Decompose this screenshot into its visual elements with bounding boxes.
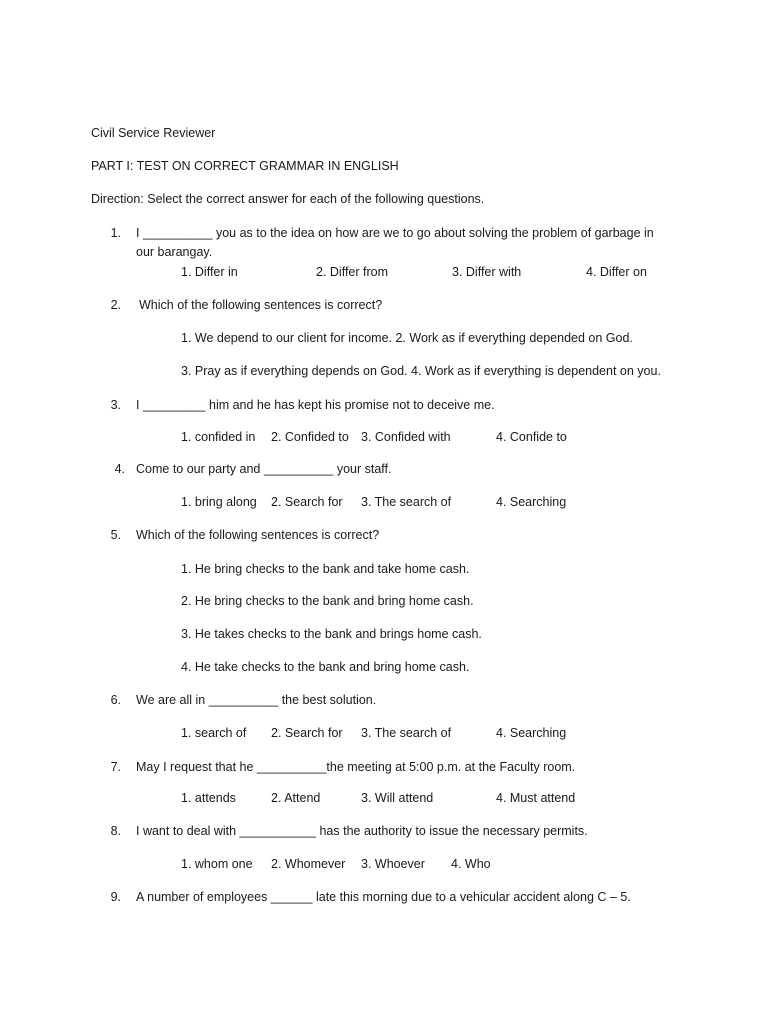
option-2: 2. Search for — [271, 495, 343, 509]
question-text: We are all in __________ the best solution. — [136, 693, 377, 707]
direction-text: Direction: Select the correct answer for each of the following questions. — [91, 192, 485, 206]
option-1: 1. confided in — [181, 430, 256, 444]
question-text: May I request that he __________the meeting at 5:00 p.m. at the Faculty room. — [136, 760, 576, 774]
option-2: 2. Search for — [271, 726, 343, 740]
option-1: 1. attends — [181, 791, 236, 805]
option-4: 4. Confide to — [496, 430, 567, 444]
option-1: 1. search of — [181, 726, 247, 740]
question-text: Come to our party and __________ your staff. — [136, 462, 392, 476]
part-heading: PART I: TEST ON CORRECT GRAMMAR IN ENGLISH — [91, 159, 399, 173]
option-3: 3. The search of — [361, 726, 452, 740]
option-line-4: 4. He take checks to the bank and bring home cash. — [181, 660, 470, 674]
question-number: 3. — [110, 398, 121, 412]
question-number: 4. — [114, 462, 125, 476]
option-1: 1. bring along — [181, 495, 257, 509]
option-4: 4. Who — [451, 857, 491, 871]
question-number: 7. — [110, 760, 121, 774]
option-3: 3. Differ with — [452, 265, 522, 279]
question-number: 2. — [110, 298, 121, 312]
option-2: 2. Attend — [271, 791, 321, 805]
option-1: 1. whom one — [181, 857, 253, 871]
option-line-2: 2. He bring checks to the bank and bring home cash. — [181, 594, 474, 608]
question-text: A number of employees ______ late this morning due to a vehicular accident along C – 5. — [136, 890, 631, 904]
question-text: Which of the following sentences is correct? — [136, 528, 380, 542]
option-3: 3. Will attend — [361, 791, 434, 805]
question-number: 9. — [110, 890, 121, 904]
option-line-3: 3. He takes checks to the bank and brings home cash. — [181, 627, 482, 641]
option-4: 4. Differ on — [586, 265, 647, 279]
question-number: 6. — [110, 693, 121, 707]
option-1: 1. Differ in — [181, 265, 238, 279]
question-text: Which of the following sentences is correct? — [139, 298, 383, 312]
question-text: I __________ you as to the idea on how are we to go about solving the problem of garbage in — [136, 226, 654, 240]
option-3: 3. Confided with — [361, 430, 451, 444]
option-4: 4. Searching — [496, 495, 567, 509]
option-4: 4. Must attend — [496, 791, 576, 805]
option-line-1: 1. He bring checks to the bank and take home cash. — [181, 562, 470, 576]
option-2: 2. Confided to — [271, 430, 349, 444]
question-text: I _________ him and he has kept his promise not to deceive me. — [136, 398, 495, 412]
option-line-2: 3. Pray as if everything depends on God. 4. Work as if everything is dependent on you. — [181, 364, 661, 378]
option-2: 2. Differ from — [316, 265, 389, 279]
option-2: 2. Whomever — [271, 857, 346, 871]
question-number: 1. — [110, 226, 121, 240]
document-title: Civil Service Reviewer — [91, 126, 216, 140]
option-3: 3. Whoever — [361, 857, 425, 871]
option-line-1: 1. We depend to our client for income. 2. Work as if everything depended on God. — [181, 331, 633, 345]
question-number: 5. — [110, 528, 121, 542]
option-3: 3. The search of — [361, 495, 452, 509]
question-text: I want to deal with ___________ has the authority to issue the necessary permits. — [136, 824, 588, 838]
option-4: 4. Searching — [496, 726, 567, 740]
question-number: 8. — [110, 824, 121, 838]
question-text-continued: our barangay. — [136, 245, 213, 259]
